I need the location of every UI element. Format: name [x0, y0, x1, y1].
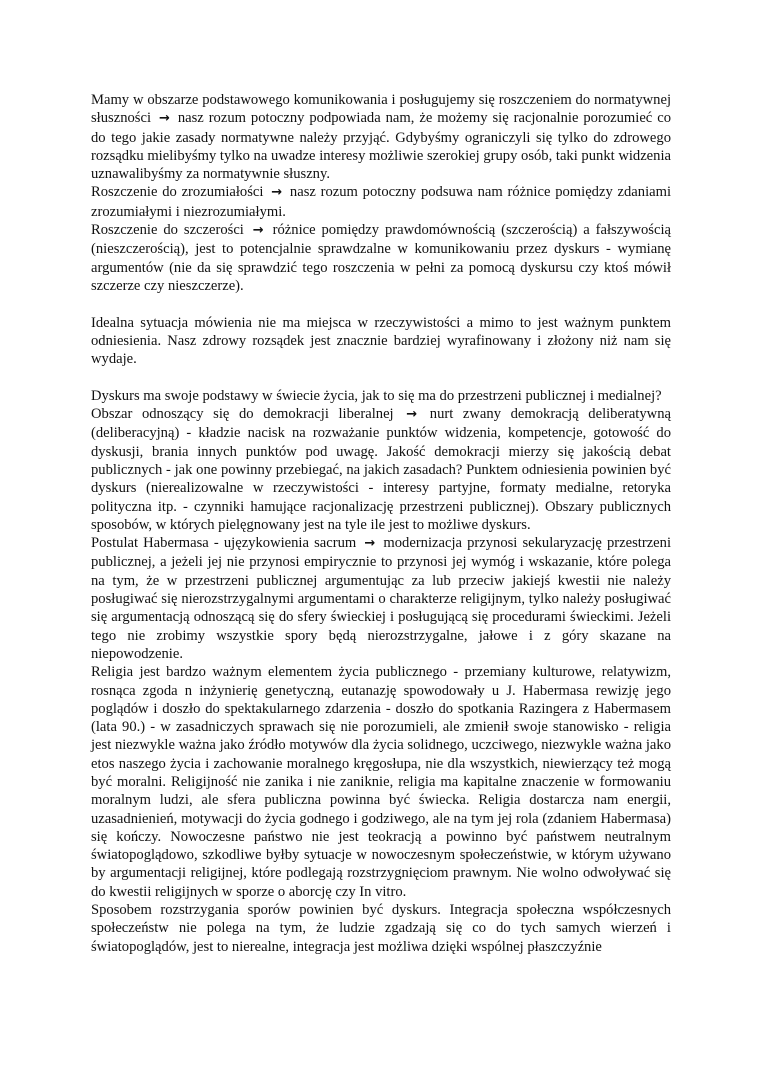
document-page: [91, 91, 671, 956]
paragraph-dispute-resolution: Sposobem rozstrzygania sporów powinien być dyskurs. Integracja społeczna współczesnych społeczeństw nie polega na tym, że ludzie zgadzają się co do tych samych wierzeń i światopoglądów, jest to nierealne, integracja jest możliwa dzięki wspólnej płaszczyźnie: [91, 902, 671, 955]
paragraph-spacer: [91, 295, 671, 313]
paragraph-discourse-question: Dyskurs ma swoje podstawy w świecie życia, jak to się ma do przestrzeni publicznej i medialnej?: [91, 387, 662, 404]
arrow-right-icon: →: [406, 407, 418, 423]
paragraph-deliberative-democracy: [91, 405, 671, 534]
paragraph-habermas-postulate: [91, 534, 671, 663]
arrow-right-icon: →: [364, 536, 376, 552]
paragraph-spacer: [91, 368, 671, 386]
arrow-right-icon: →: [271, 185, 283, 201]
paragraph-text: różnice pomiędzy prawdomównością (szczerością) a fałszywością (nieszczerością), jest to potencjalnie sprawdzalne w komunikowaniu przez dyskurs - wymianę argumentów (nie da się sprawdzić tego roszczenia w pełni za pomocą dyskursu czy ktoś mówił szczerze czy nieszczerze).: [91, 222, 671, 294]
paragraph-text: modernizacja przynosi sekularyzację przestrzeni publicznej, a jeżeli jej nie przynosi empirycznie to przynosi jej wymóg i wskazanie, które polega na tym, że w przestrzeni publicznej argumentując za lub przeciw jakiejś kwestii nie należy posługiwać się nierozstrzygalnymi argumentami o charakterze religijnym, tylko należy posługiwać się argumentacją odnoszącą się do sfery świeckiej i posługującą się procedurami świeckimi. Jeżeli tego nie zrobimy wszystkie spory będą nierozstrzygalne, jałowe i z góry skazane na niepowodzenie.: [91, 535, 672, 662]
arrow-right-icon: →: [252, 223, 264, 239]
arrow-right-icon: →: [158, 111, 170, 127]
paragraph-text: Roszczenie do zrozumiałości: [91, 184, 264, 201]
paragraph-text: nasz rozum potoczny podpowiada nam, że możemy się racjonalnie porozumieć co do tego jakie zasady normatywne należy przyjąć. Gdybyśmy ograniczyli się tylko do zdrowego rozsądku mielibyśmy tylko na uwadze interesy możliwie szerokiej grupy osób, taki punkt widzenia uznawalibyśmy za normatywnie słuszny.: [91, 110, 671, 183]
paragraph-religion-public-life: Religia jest bardzo ważnym elementem życia publicznego - przemiany kulturowe, relatywizm, rosnąca zgoda n inżynierię genetyczną, eutanazję spowodowały u J. Habermasa rewizję jego poglądów i doszło do spektakularnego zdarzenia - doszło do spotkania Razingera z Habermasem (lata 90.) - w zasadniczych sprawach się nie porozumieli, ale zmienił swoje stanowisko - religia jest niezwykle ważna jako źródło motywów dla życia solidnego, uczciwego, niezwykle ważna jako etos naszego życia i zachowanie moralnego kręgosłupa, nie dla wszystkich, niewierzący też mogą być moralni. Religijność nie zanika i nie zaniknie, religia ma kapitalne znaczenie w formowaniu moralnym ludzi, ale sfera publiczna powinna być świecka. Religia dostarcza nam energii, uzasadnienień, motywacji do życia godnego i godziwego, ale na tym jej rola (zdaniem Habermasa) się kończy. Nowoczesne państwo nie jest teokracją a powinno być państwem neutralnym światopoglądowo, szkodliwe byłby sytuacje w nowoczesnym społeczeństwie, w którym używano by argumentacji religijnej, które podlegają rozstrzygnięciom prawnym. Nie wolno odwoływać się do kwestii religijnych w sporze o aborcję czy In vitro.: [91, 664, 671, 900]
paragraph-text: nasz rozum potoczny podsuwa nam różnice pomiędzy zdaniami zrozumiałymi i niezrozumiałymi.: [91, 184, 672, 220]
paragraph-sincerity: [91, 221, 671, 295]
paragraph-comprehensibility: [91, 183, 671, 221]
paragraph-text: Roszczenie do szczerości: [91, 222, 244, 239]
paragraph-ideal-speech-situation: Idealna sytuacja mówienia nie ma miejsca w rzeczywistości a mimo to jest ważnym punktem odniesienia. Nasz zdrowy rozsądek jest znacznie bardziej wyrafinowany i złożony niż nam się wydaje.: [91, 314, 671, 368]
paragraph-text: Obszar odnoszący się do demokracji liberalnej: [91, 406, 394, 423]
paragraph-text: Mamy w obszarze podstawowego komunikowania i posługujemy się roszczeniem do normatywnej słuszności: [91, 92, 671, 127]
paragraph-text: Postulat Habermasa - ujęzykowienia sacrum: [91, 535, 357, 552]
paragraph-normative-rightness: [91, 91, 671, 183]
paragraph-text: nurt zwany demokracją deliberatywną (deliberacyjną) - kładzie nacisk na rozważanie punktów widzenia, kompetencje, gotowość do dyskusji, brania innych punktów pod uwagę. Jakość demokracji mierzy się jakością debat publicznych - jak one powinny przebiegać, na jakich zasadach? Punktem odniesienia powinien być dyskurs (nierealizowalne w rzeczywistości - interesy partyjne, formaty medialne, retoryka polityczna itp. - czynniki hamujące racjonalizację przestrzeni publicznej). Obszary publicznych sposobów, w których pielęgnowany jest na tyle ile jest to możliwe dyskurs.: [91, 406, 671, 533]
